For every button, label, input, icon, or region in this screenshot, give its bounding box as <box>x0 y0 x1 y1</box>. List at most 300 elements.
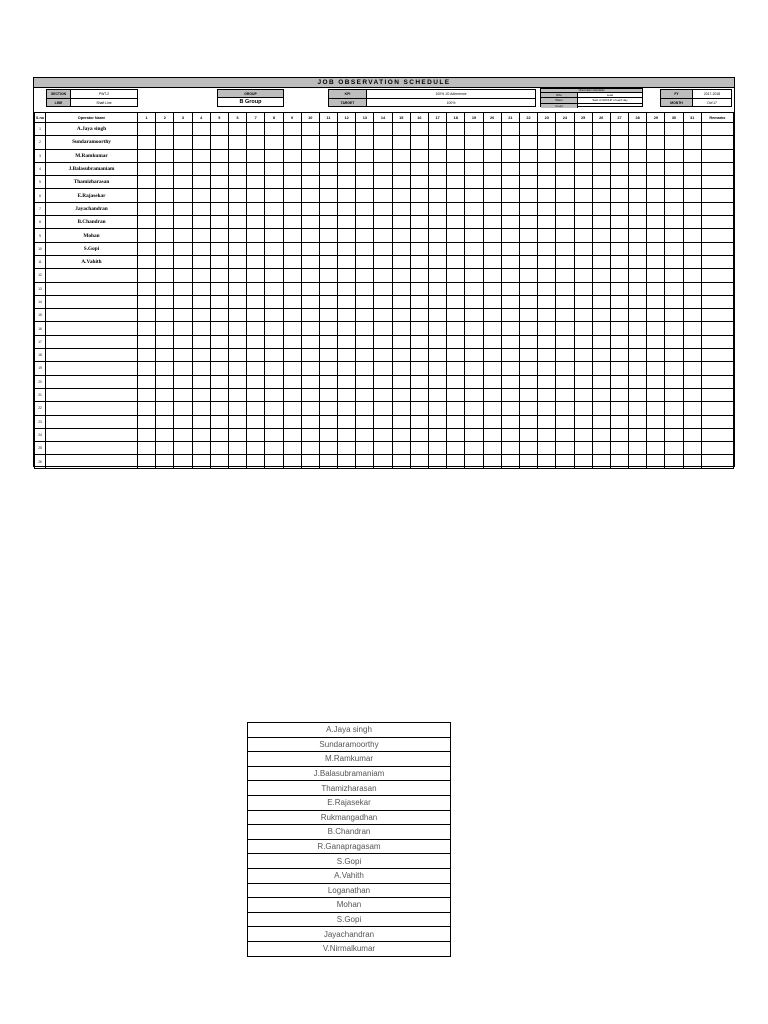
day-cell[interactable] <box>338 202 356 215</box>
day-cell[interactable] <box>174 322 192 335</box>
day-cell[interactable] <box>156 442 174 455</box>
day-cell[interactable] <box>301 176 319 189</box>
day-cell[interactable] <box>465 123 483 136</box>
day-cell[interactable] <box>629 309 647 322</box>
day-cell[interactable] <box>356 269 374 282</box>
day-cell[interactable] <box>356 149 374 162</box>
day-cell[interactable] <box>356 349 374 362</box>
day-cell[interactable] <box>374 402 392 415</box>
operator-name-cell[interactable]: A.Jaya singh <box>46 123 138 136</box>
day-cell[interactable] <box>519 388 537 401</box>
day-cell[interactable] <box>338 216 356 229</box>
day-cell[interactable] <box>629 295 647 308</box>
day-cell[interactable] <box>556 189 574 202</box>
day-cell[interactable] <box>465 282 483 295</box>
day-cell[interactable] <box>629 415 647 428</box>
day-cell[interactable] <box>392 269 410 282</box>
day-cell[interactable] <box>356 255 374 268</box>
day-cell[interactable] <box>301 189 319 202</box>
day-cell[interactable] <box>447 455 465 468</box>
day-cell[interactable] <box>392 335 410 348</box>
day-cell[interactable] <box>683 349 701 362</box>
day-cell[interactable] <box>447 295 465 308</box>
day-cell[interactable] <box>574 388 592 401</box>
day-cell[interactable] <box>447 442 465 455</box>
day-cell[interactable] <box>629 242 647 255</box>
day-cell[interactable] <box>192 309 210 322</box>
day-cell[interactable] <box>138 202 156 215</box>
day-cell[interactable] <box>538 388 556 401</box>
day-cell[interactable] <box>319 388 337 401</box>
day-cell[interactable] <box>138 362 156 375</box>
day-cell[interactable] <box>192 149 210 162</box>
day-cell[interactable] <box>338 349 356 362</box>
day-cell[interactable] <box>538 242 556 255</box>
day-cell[interactable] <box>647 402 665 415</box>
day-cell[interactable] <box>283 255 301 268</box>
day-cell[interactable] <box>138 123 156 136</box>
day-cell[interactable] <box>465 176 483 189</box>
day-cell[interactable] <box>592 162 610 175</box>
day-cell[interactable] <box>156 362 174 375</box>
day-cell[interactable] <box>283 349 301 362</box>
day-cell[interactable] <box>247 402 265 415</box>
day-cell[interactable] <box>319 189 337 202</box>
day-cell[interactable] <box>265 282 283 295</box>
day-cell[interactable] <box>392 309 410 322</box>
day-cell[interactable] <box>138 375 156 388</box>
operator-name-cell[interactable] <box>46 362 138 375</box>
day-cell[interactable] <box>556 322 574 335</box>
day-cell[interactable] <box>210 202 228 215</box>
day-cell[interactable] <box>156 136 174 149</box>
day-cell[interactable] <box>629 176 647 189</box>
day-cell[interactable] <box>265 309 283 322</box>
day-cell[interactable] <box>374 282 392 295</box>
day-cell[interactable] <box>610 176 628 189</box>
day-cell[interactable] <box>301 428 319 441</box>
day-cell[interactable] <box>138 309 156 322</box>
day-cell[interactable] <box>247 189 265 202</box>
day-cell[interactable] <box>247 229 265 242</box>
day-cell[interactable] <box>283 149 301 162</box>
day-cell[interactable] <box>610 362 628 375</box>
day-cell[interactable] <box>338 176 356 189</box>
day-cell[interactable] <box>192 388 210 401</box>
day-cell[interactable] <box>665 202 683 215</box>
day-cell[interactable] <box>138 428 156 441</box>
day-cell[interactable] <box>665 282 683 295</box>
day-cell[interactable] <box>410 295 428 308</box>
remarks-cell[interactable] <box>701 349 733 362</box>
day-cell[interactable] <box>483 402 501 415</box>
day-cell[interactable] <box>283 202 301 215</box>
day-cell[interactable] <box>265 442 283 455</box>
day-cell[interactable] <box>574 255 592 268</box>
day-cell[interactable] <box>192 123 210 136</box>
day-cell[interactable] <box>574 375 592 388</box>
operator-name-cell[interactable]: M.Ramkumar <box>46 149 138 162</box>
day-cell[interactable] <box>610 255 628 268</box>
day-cell[interactable] <box>592 322 610 335</box>
day-cell[interactable] <box>483 322 501 335</box>
day-cell[interactable] <box>356 162 374 175</box>
day-cell[interactable] <box>465 162 483 175</box>
day-cell[interactable] <box>519 269 537 282</box>
day-cell[interactable] <box>519 415 537 428</box>
day-cell[interactable] <box>374 255 392 268</box>
day-cell[interactable] <box>629 442 647 455</box>
day-cell[interactable] <box>501 149 519 162</box>
day-cell[interactable] <box>356 455 374 468</box>
day-cell[interactable] <box>392 149 410 162</box>
remarks-cell[interactable] <box>701 309 733 322</box>
day-cell[interactable] <box>301 229 319 242</box>
day-cell[interactable] <box>247 349 265 362</box>
day-cell[interactable] <box>210 216 228 229</box>
day-cell[interactable] <box>356 123 374 136</box>
day-cell[interactable] <box>574 415 592 428</box>
remarks-cell[interactable] <box>701 123 733 136</box>
remarks-cell[interactable] <box>701 162 733 175</box>
day-cell[interactable] <box>683 255 701 268</box>
day-cell[interactable] <box>210 375 228 388</box>
operator-name-cell[interactable]: J.Balasubramaniam <box>46 162 138 175</box>
day-cell[interactable] <box>556 229 574 242</box>
day-cell[interactable] <box>665 216 683 229</box>
day-cell[interactable] <box>192 362 210 375</box>
day-cell[interactable] <box>447 242 465 255</box>
day-cell[interactable] <box>647 269 665 282</box>
day-cell[interactable] <box>174 415 192 428</box>
day-cell[interactable] <box>156 428 174 441</box>
day-cell[interactable] <box>192 189 210 202</box>
day-cell[interactable] <box>374 162 392 175</box>
day-cell[interactable] <box>483 189 501 202</box>
operator-name-cell[interactable]: Thamizharasan <box>46 176 138 189</box>
day-cell[interactable] <box>392 375 410 388</box>
remarks-cell[interactable] <box>701 375 733 388</box>
day-cell[interactable] <box>519 322 537 335</box>
day-cell[interactable] <box>429 123 447 136</box>
day-cell[interactable] <box>228 349 246 362</box>
day-cell[interactable] <box>592 176 610 189</box>
day-cell[interactable] <box>319 229 337 242</box>
day-cell[interactable] <box>447 349 465 362</box>
day-cell[interactable] <box>592 123 610 136</box>
day-cell[interactable] <box>665 335 683 348</box>
day-cell[interactable] <box>338 149 356 162</box>
day-cell[interactable] <box>338 335 356 348</box>
day-cell[interactable] <box>683 162 701 175</box>
day-cell[interactable] <box>519 375 537 388</box>
day-cell[interactable] <box>465 402 483 415</box>
day-cell[interactable] <box>228 402 246 415</box>
day-cell[interactable] <box>265 229 283 242</box>
day-cell[interactable] <box>228 295 246 308</box>
day-cell[interactable] <box>356 189 374 202</box>
day-cell[interactable] <box>228 162 246 175</box>
day-cell[interactable] <box>592 415 610 428</box>
day-cell[interactable] <box>192 455 210 468</box>
day-cell[interactable] <box>574 362 592 375</box>
day-cell[interactable] <box>574 176 592 189</box>
operator-name-cell[interactable] <box>46 415 138 428</box>
day-cell[interactable] <box>483 162 501 175</box>
day-cell[interactable] <box>519 442 537 455</box>
day-cell[interactable] <box>138 322 156 335</box>
day-cell[interactable] <box>665 415 683 428</box>
day-cell[interactable] <box>592 149 610 162</box>
day-cell[interactable] <box>483 442 501 455</box>
day-cell[interactable] <box>228 123 246 136</box>
day-cell[interactable] <box>301 202 319 215</box>
day-cell[interactable] <box>247 362 265 375</box>
day-cell[interactable] <box>629 189 647 202</box>
day-cell[interactable] <box>592 202 610 215</box>
day-cell[interactable] <box>519 455 537 468</box>
kpi-value[interactable]: 100% JO Adherence <box>435 92 467 96</box>
day-cell[interactable] <box>247 322 265 335</box>
day-cell[interactable] <box>228 455 246 468</box>
day-cell[interactable] <box>356 282 374 295</box>
day-cell[interactable] <box>138 282 156 295</box>
day-cell[interactable] <box>283 402 301 415</box>
day-cell[interactable] <box>592 255 610 268</box>
day-cell[interactable] <box>447 402 465 415</box>
day-cell[interactable] <box>574 442 592 455</box>
day-cell[interactable] <box>338 255 356 268</box>
day-cell[interactable] <box>301 216 319 229</box>
group-value[interactable]: B Group <box>239 99 262 105</box>
day-cell[interactable] <box>392 176 410 189</box>
day-cell[interactable] <box>683 269 701 282</box>
day-cell[interactable] <box>283 295 301 308</box>
day-cell[interactable] <box>192 216 210 229</box>
day-cell[interactable] <box>210 322 228 335</box>
day-cell[interactable] <box>610 202 628 215</box>
day-cell[interactable] <box>592 216 610 229</box>
day-cell[interactable] <box>483 202 501 215</box>
day-cell[interactable] <box>156 455 174 468</box>
day-cell[interactable] <box>629 362 647 375</box>
day-cell[interactable] <box>647 255 665 268</box>
day-cell[interactable] <box>429 149 447 162</box>
day-cell[interactable] <box>665 162 683 175</box>
day-cell[interactable] <box>192 136 210 149</box>
day-cell[interactable] <box>283 375 301 388</box>
day-cell[interactable] <box>410 202 428 215</box>
day-cell[interactable] <box>556 375 574 388</box>
day-cell[interactable] <box>519 216 537 229</box>
day-cell[interactable] <box>283 388 301 401</box>
day-cell[interactable] <box>192 229 210 242</box>
day-cell[interactable] <box>265 269 283 282</box>
day-cell[interactable] <box>629 375 647 388</box>
day-cell[interactable] <box>429 202 447 215</box>
day-cell[interactable] <box>265 189 283 202</box>
day-cell[interactable] <box>429 189 447 202</box>
day-cell[interactable] <box>156 123 174 136</box>
day-cell[interactable] <box>356 335 374 348</box>
day-cell[interactable] <box>592 309 610 322</box>
day-cell[interactable] <box>519 255 537 268</box>
operator-name-cell[interactable]: A.Vahith <box>46 255 138 268</box>
day-cell[interactable] <box>319 269 337 282</box>
day-cell[interactable] <box>465 375 483 388</box>
day-cell[interactable] <box>156 176 174 189</box>
day-cell[interactable] <box>156 162 174 175</box>
day-cell[interactable] <box>283 136 301 149</box>
day-cell[interactable] <box>519 428 537 441</box>
day-cell[interactable] <box>138 176 156 189</box>
operator-name-cell[interactable] <box>46 349 138 362</box>
day-cell[interactable] <box>156 402 174 415</box>
remarks-cell[interactable] <box>701 136 733 149</box>
day-cell[interactable] <box>192 282 210 295</box>
day-cell[interactable] <box>228 442 246 455</box>
day-cell[interactable] <box>465 335 483 348</box>
day-cell[interactable] <box>429 255 447 268</box>
day-cell[interactable] <box>356 229 374 242</box>
day-cell[interactable] <box>410 309 428 322</box>
day-cell[interactable] <box>429 428 447 441</box>
day-cell[interactable] <box>374 362 392 375</box>
day-cell[interactable] <box>447 229 465 242</box>
day-cell[interactable] <box>410 322 428 335</box>
when-value[interactable]: Start of GROUP of each day <box>592 98 628 103</box>
day-cell[interactable] <box>501 375 519 388</box>
day-cell[interactable] <box>465 242 483 255</box>
day-cell[interactable] <box>392 428 410 441</box>
day-cell[interactable] <box>538 189 556 202</box>
day-cell[interactable] <box>501 189 519 202</box>
remarks-cell[interactable] <box>701 415 733 428</box>
day-cell[interactable] <box>465 149 483 162</box>
day-cell[interactable] <box>483 229 501 242</box>
day-cell[interactable] <box>210 242 228 255</box>
day-cell[interactable] <box>374 375 392 388</box>
day-cell[interactable] <box>338 189 356 202</box>
day-cell[interactable] <box>538 455 556 468</box>
day-cell[interactable] <box>429 415 447 428</box>
day-cell[interactable] <box>410 136 428 149</box>
day-cell[interactable] <box>174 335 192 348</box>
day-cell[interactable] <box>338 136 356 149</box>
operator-name-cell[interactable]: S.Gopi <box>46 242 138 255</box>
operator-name-cell[interactable] <box>46 442 138 455</box>
day-cell[interactable] <box>447 322 465 335</box>
day-cell[interactable] <box>374 123 392 136</box>
day-cell[interactable] <box>465 415 483 428</box>
day-cell[interactable] <box>247 309 265 322</box>
day-cell[interactable] <box>247 295 265 308</box>
day-cell[interactable] <box>356 295 374 308</box>
operator-name-cell[interactable] <box>46 428 138 441</box>
day-cell[interactable] <box>156 335 174 348</box>
day-cell[interactable] <box>338 162 356 175</box>
day-cell[interactable] <box>301 309 319 322</box>
day-cell[interactable] <box>247 388 265 401</box>
day-cell[interactable] <box>610 428 628 441</box>
day-cell[interactable] <box>156 242 174 255</box>
operator-name-cell[interactable] <box>46 282 138 295</box>
day-cell[interactable] <box>247 123 265 136</box>
day-cell[interactable] <box>301 375 319 388</box>
day-cell[interactable] <box>138 269 156 282</box>
day-cell[interactable] <box>483 216 501 229</box>
day-cell[interactable] <box>465 455 483 468</box>
day-cell[interactable] <box>319 216 337 229</box>
day-cell[interactable] <box>374 349 392 362</box>
day-cell[interactable] <box>156 349 174 362</box>
operator-name-cell[interactable] <box>46 402 138 415</box>
day-cell[interactable] <box>429 388 447 401</box>
line-value[interactable]: Shaft Line <box>96 100 112 105</box>
day-cell[interactable] <box>538 309 556 322</box>
day-cell[interactable] <box>374 136 392 149</box>
day-cell[interactable] <box>265 428 283 441</box>
day-cell[interactable] <box>247 415 265 428</box>
day-cell[interactable] <box>556 162 574 175</box>
month-value[interactable]: Oct'17 <box>707 100 717 105</box>
day-cell[interactable] <box>447 202 465 215</box>
day-cell[interactable] <box>574 402 592 415</box>
day-cell[interactable] <box>374 242 392 255</box>
day-cell[interactable] <box>501 255 519 268</box>
section-value[interactable]: PWT-2 <box>98 92 110 96</box>
day-cell[interactable] <box>301 162 319 175</box>
day-cell[interactable] <box>629 229 647 242</box>
day-cell[interactable] <box>447 415 465 428</box>
day-cell[interactable] <box>465 269 483 282</box>
day-cell[interactable] <box>174 362 192 375</box>
day-cell[interactable] <box>447 375 465 388</box>
day-cell[interactable] <box>483 295 501 308</box>
day-cell[interactable] <box>301 415 319 428</box>
day-cell[interactable] <box>574 349 592 362</box>
day-cell[interactable] <box>501 176 519 189</box>
day-cell[interactable] <box>338 242 356 255</box>
day-cell[interactable] <box>556 442 574 455</box>
day-cell[interactable] <box>519 295 537 308</box>
day-cell[interactable] <box>392 282 410 295</box>
day-cell[interactable] <box>247 282 265 295</box>
day-cell[interactable] <box>283 362 301 375</box>
day-cell[interactable] <box>138 415 156 428</box>
day-cell[interactable] <box>592 362 610 375</box>
day-cell[interactable] <box>483 123 501 136</box>
day-cell[interactable] <box>465 295 483 308</box>
day-cell[interactable] <box>610 455 628 468</box>
day-cell[interactable] <box>156 375 174 388</box>
day-cell[interactable] <box>629 428 647 441</box>
day-cell[interactable] <box>356 415 374 428</box>
day-cell[interactable] <box>610 162 628 175</box>
day-cell[interactable] <box>574 216 592 229</box>
day-cell[interactable] <box>265 322 283 335</box>
day-cell[interactable] <box>410 123 428 136</box>
day-cell[interactable] <box>319 428 337 441</box>
day-cell[interactable] <box>647 442 665 455</box>
day-cell[interactable] <box>483 388 501 401</box>
day-cell[interactable] <box>592 349 610 362</box>
day-cell[interactable] <box>665 255 683 268</box>
day-cell[interactable] <box>174 176 192 189</box>
fy-value[interactable]: 2017-2018 <box>703 92 721 96</box>
day-cell[interactable] <box>392 189 410 202</box>
day-cell[interactable] <box>665 269 683 282</box>
